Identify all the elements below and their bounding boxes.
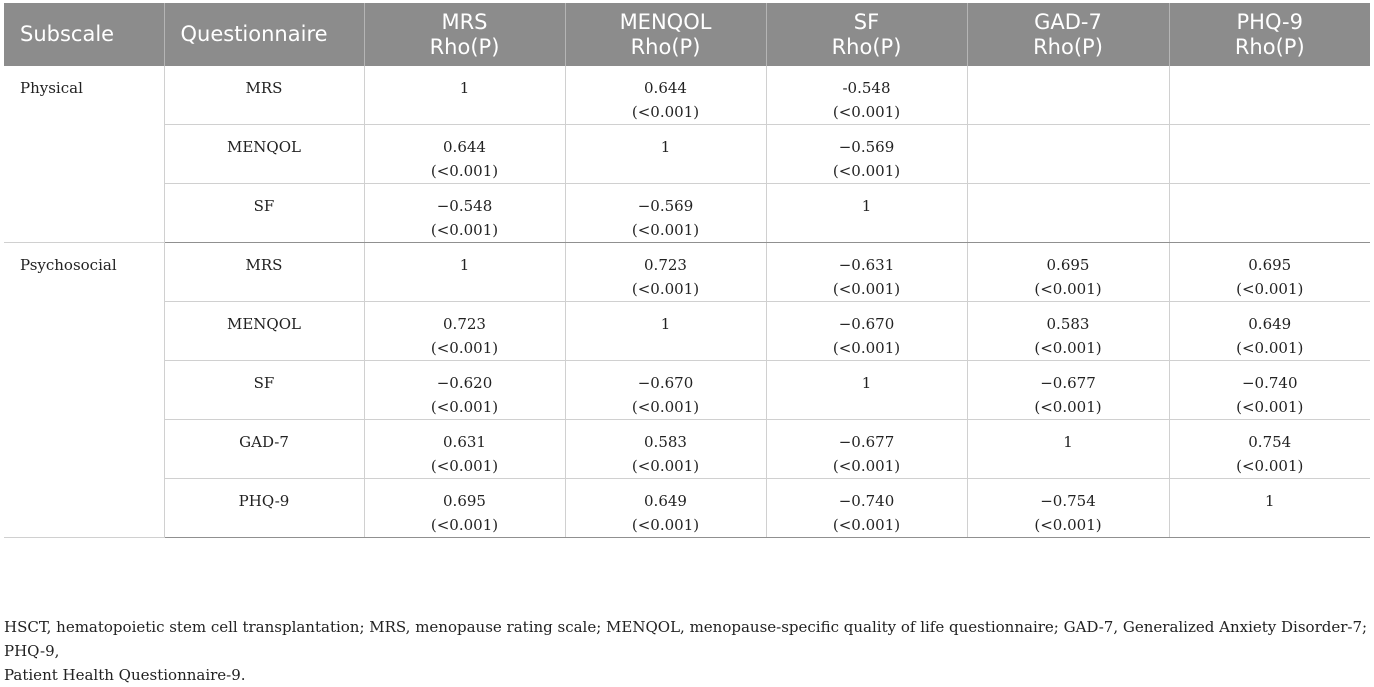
value-cell-menqol <box>565 243 766 302</box>
value-cell-mrs <box>364 361 565 420</box>
value-cell-mrs <box>364 243 565 302</box>
rho-value: 1 <box>660 315 671 333</box>
rho-value: −0.631 <box>838 256 895 274</box>
correlation-table-container <box>4 3 1370 538</box>
rho-value: −0.754 <box>1040 492 1096 510</box>
rho-value: 0.644 <box>644 79 687 97</box>
subscale-cell: Psychosocial <box>4 243 164 538</box>
value-cell-gad7 <box>967 125 1169 184</box>
table-row <box>4 243 1370 302</box>
p-value: (<0.001) <box>631 103 700 121</box>
value-cell-gad7 <box>967 184 1169 243</box>
value-cell-sf <box>766 302 967 361</box>
p-value: (<0.001) <box>430 398 499 416</box>
rho-value: 0.583 <box>1046 315 1090 333</box>
p-value: (<0.001) <box>832 280 901 298</box>
rho-value: −0.670 <box>838 315 895 333</box>
value-cell-mrs <box>364 302 565 361</box>
header-sf: SF Rho(P) <box>766 3 967 66</box>
rho-value: 1 <box>660 138 671 156</box>
rho-value: 1 <box>459 79 470 97</box>
table-row <box>4 125 1370 184</box>
value-cell-sf <box>766 125 967 184</box>
table-row <box>4 420 1370 479</box>
rho-value: 1 <box>861 197 872 215</box>
value-cell-sf <box>766 66 967 125</box>
rho-value: 1 <box>1264 492 1275 510</box>
rho-value: 0.649 <box>644 492 687 510</box>
table-footnote <box>4 615 1370 687</box>
p-value: (<0.001) <box>1034 339 1102 357</box>
questionnaire-cell: SF <box>164 361 364 420</box>
value-cell-menqol <box>565 479 766 538</box>
value-cell-gad7 <box>967 302 1169 361</box>
p-value: (<0.001) <box>1236 398 1304 416</box>
rho-value: −0.740 <box>1241 374 1298 392</box>
questionnaire-cell: MENQOL <box>164 125 364 184</box>
value-cell-phq9 <box>1169 420 1370 479</box>
questionnaire-cell: MRS <box>164 243 364 302</box>
header-subscale: Subscale <box>4 3 164 66</box>
header-questionnaire: Questionnaire <box>164 3 364 66</box>
rho-value: 0.644 <box>443 138 486 156</box>
value-cell-mrs <box>364 125 565 184</box>
table-row <box>4 361 1370 420</box>
p-value: (<0.001) <box>832 339 901 357</box>
p-value: (<0.001) <box>832 516 901 534</box>
value-cell-menqol <box>565 184 766 243</box>
header-row <box>4 3 1370 66</box>
value-cell-menqol <box>565 66 766 125</box>
value-cell-sf <box>766 420 967 479</box>
questionnaire-cell: SF <box>164 184 364 243</box>
p-value: (<0.001) <box>631 457 700 475</box>
p-value: (<0.001) <box>1034 516 1102 534</box>
table-body <box>4 66 1370 538</box>
value-cell-phq9 <box>1169 302 1370 361</box>
p-value: (<0.001) <box>1236 280 1304 298</box>
subscale-cell: Physical <box>4 66 164 243</box>
value-cell-menqol <box>565 125 766 184</box>
value-cell-menqol <box>565 302 766 361</box>
value-cell-sf <box>766 479 967 538</box>
value-cell-phq9 <box>1169 479 1370 538</box>
rho-value: 0.723 <box>443 315 486 333</box>
header-phq9: PHQ-9 Rho(P) <box>1169 3 1370 66</box>
value-cell-mrs <box>364 66 565 125</box>
rho-value: 0.695 <box>1248 256 1292 274</box>
value-cell-gad7 <box>967 479 1169 538</box>
p-value: (<0.001) <box>832 162 901 180</box>
header-mrs: MRS Rho(P) <box>364 3 565 66</box>
p-value: (<0.001) <box>832 103 901 121</box>
value-cell-phq9 <box>1169 66 1370 125</box>
rho-value: 1 <box>861 374 872 392</box>
value-cell-gad7 <box>967 243 1169 302</box>
rho-value: 0.695 <box>443 492 486 510</box>
p-value: (<0.001) <box>1236 339 1304 357</box>
p-value: (<0.001) <box>832 457 901 475</box>
p-value: (<0.001) <box>631 398 700 416</box>
questionnaire-cell: PHQ-9 <box>164 479 364 538</box>
p-value: (<0.001) <box>430 221 499 239</box>
rho-value: 0.695 <box>1046 256 1090 274</box>
questionnaire-cell: GAD-7 <box>164 420 364 479</box>
footnote-line-2: Patient Health Questionnaire-9. <box>4 666 246 684</box>
rho-value: −0.569 <box>637 197 694 215</box>
value-cell-menqol <box>565 361 766 420</box>
value-cell-gad7 <box>967 420 1169 479</box>
rho-value: 0.723 <box>644 256 687 274</box>
value-cell-phq9 <box>1169 361 1370 420</box>
p-value: (<0.001) <box>631 221 700 239</box>
rho-value: −0.740 <box>838 492 895 510</box>
value-cell-sf <box>766 361 967 420</box>
value-cell-mrs <box>364 479 565 538</box>
table-row <box>4 302 1370 361</box>
p-value: (<0.001) <box>1034 398 1102 416</box>
table-row <box>4 479 1370 538</box>
value-cell-sf <box>766 243 967 302</box>
footnote-line-1: HSCT, hematopoietic stem cell transplantation; MRS, menopause rating scale; MENQOL, menopause-specific quality of life questionnaire; GAD-7, Generalized Anxiety Disorder-7; PHQ-9, <box>4 618 1368 660</box>
p-value: (<0.001) <box>430 339 499 357</box>
p-value: (<0.001) <box>1034 280 1102 298</box>
header-menqol: MENQOL Rho(P) <box>565 3 766 66</box>
p-value: (<0.001) <box>430 457 499 475</box>
rho-value: −0.548 <box>436 197 493 215</box>
table-row <box>4 184 1370 243</box>
rho-value: −0.670 <box>637 374 694 392</box>
rho-value: −0.569 <box>838 138 895 156</box>
rho-value: 0.631 <box>443 433 486 451</box>
rho-value: 0.583 <box>644 433 687 451</box>
value-cell-gad7 <box>967 66 1169 125</box>
value-cell-sf <box>766 184 967 243</box>
value-cell-phq9 <box>1169 125 1370 184</box>
p-value: (<0.001) <box>631 516 700 534</box>
correlation-table <box>4 3 1370 538</box>
rho-value: 1 <box>1063 433 1073 451</box>
p-value: (<0.001) <box>1236 457 1304 475</box>
rho-value: −0.677 <box>1040 374 1096 392</box>
questionnaire-cell: MENQOL <box>164 302 364 361</box>
header-gad7: GAD-7 Rho(P) <box>967 3 1169 66</box>
value-cell-mrs <box>364 420 565 479</box>
rho-value: -0.548 <box>842 79 891 97</box>
rho-value: −0.620 <box>436 374 493 392</box>
table-row <box>4 66 1370 125</box>
rho-value: −0.677 <box>838 433 895 451</box>
questionnaire-cell: MRS <box>164 66 364 125</box>
value-cell-phq9 <box>1169 184 1370 243</box>
p-value: (<0.001) <box>631 280 700 298</box>
rho-value: 0.754 <box>1248 433 1292 451</box>
value-cell-phq9 <box>1169 243 1370 302</box>
rho-value: 0.649 <box>1248 315 1292 333</box>
rho-value: 1 <box>459 256 470 274</box>
value-cell-menqol <box>565 420 766 479</box>
p-value: (<0.001) <box>430 162 499 180</box>
value-cell-gad7 <box>967 361 1169 420</box>
p-value: (<0.001) <box>430 516 499 534</box>
value-cell-mrs <box>364 184 565 243</box>
